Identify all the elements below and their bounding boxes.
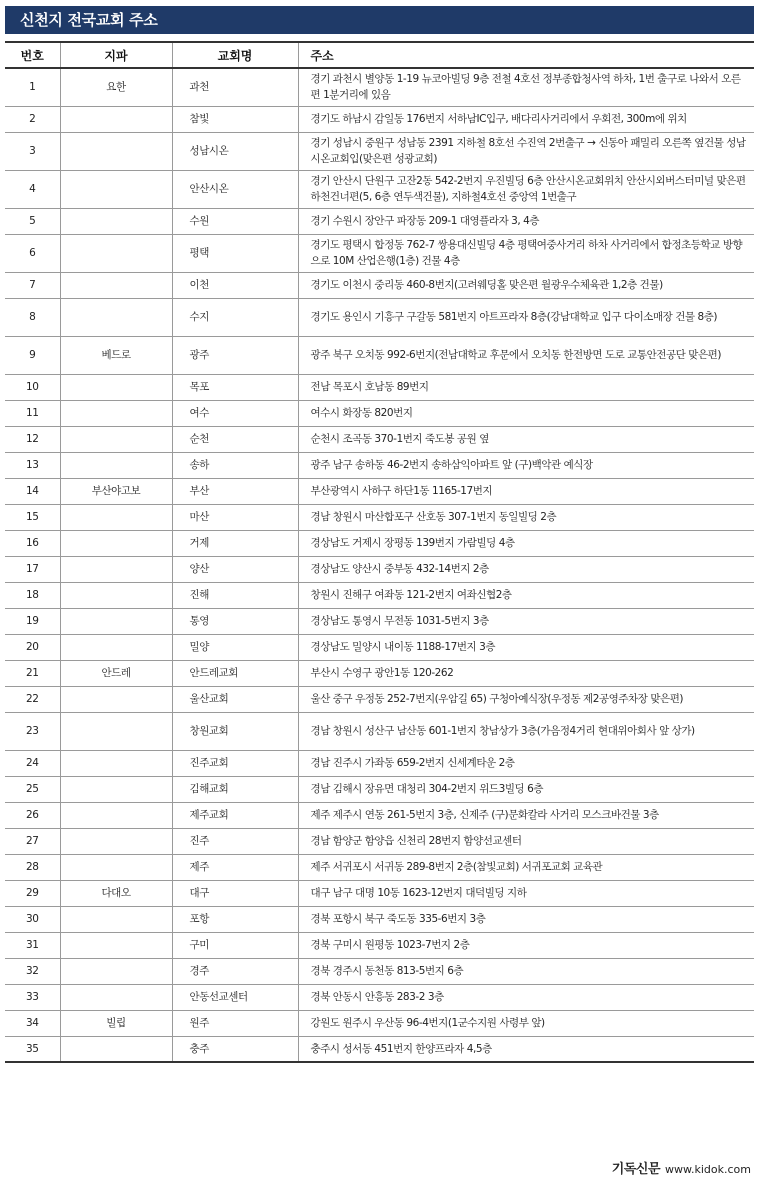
table-row xyxy=(5,660,754,686)
row-address: 경남 창원시 마산합포구 산호동 307-1번지 동일빌딩 2층 xyxy=(298,504,754,530)
row-address: 창원시 진해구 여좌동 121-2번지 여좌신협2층 xyxy=(298,582,754,608)
row-address: 경북 경주시 동천동 813-5번지 6층 xyxy=(298,958,754,984)
row-address: 순천시 조곡동 370-1번지 죽도봉 공원 옆 xyxy=(298,426,754,452)
row-number: 16 xyxy=(5,530,60,556)
row-address: 부산시 수영구 광안1동 120-262 xyxy=(298,660,754,686)
row-church-name: 제주교회 xyxy=(172,802,298,828)
title-bar xyxy=(5,6,754,34)
table-row xyxy=(5,802,754,828)
row-jipa xyxy=(60,1036,172,1062)
row-address: 경남 김해시 장유면 대청리 304-2번지 위드3빌딩 6층 xyxy=(298,776,754,802)
row-church-name: 목포 xyxy=(172,374,298,400)
row-jipa xyxy=(60,452,172,478)
row-jipa xyxy=(60,106,172,132)
row-church-name: 부산 xyxy=(172,478,298,504)
row-number: 14 xyxy=(5,478,60,504)
row-number: 20 xyxy=(5,634,60,660)
row-jipa xyxy=(60,272,172,298)
row-jipa xyxy=(60,504,172,530)
row-number: 15 xyxy=(5,504,60,530)
row-church-name: 순천 xyxy=(172,426,298,452)
row-number: 27 xyxy=(5,828,60,854)
table-row xyxy=(5,234,754,272)
row-address: 경상남도 양산시 중부동 432-14번지 2층 xyxy=(298,556,754,582)
row-address: 경기도 하남시 감일동 176번지 서하남IC입구, 배다리사거리에서 우회전, 300m에 위치 xyxy=(298,106,754,132)
header-address: 주소 xyxy=(298,42,754,68)
row-number: 3 xyxy=(5,132,60,170)
row-address: 경기도 용인시 기흥구 구갈동 581번지 아트프라자 8층(강남대학교 입구 다이소매장 건물 8층) xyxy=(298,298,754,336)
row-address: 여수시 화장동 820번지 xyxy=(298,400,754,426)
row-jipa: 베드로 xyxy=(60,336,172,374)
row-church-name: 평택 xyxy=(172,234,298,272)
row-jipa xyxy=(60,608,172,634)
row-number: 4 xyxy=(5,170,60,208)
row-jipa xyxy=(60,208,172,234)
row-jipa xyxy=(60,828,172,854)
row-church-name: 참빛 xyxy=(172,106,298,132)
row-jipa: 요한 xyxy=(60,68,172,106)
row-jipa xyxy=(60,234,172,272)
row-jipa xyxy=(60,932,172,958)
row-number: 17 xyxy=(5,556,60,582)
row-number: 12 xyxy=(5,426,60,452)
row-church-name: 과천 xyxy=(172,68,298,106)
row-church-name: 안드레교회 xyxy=(172,660,298,686)
row-jipa xyxy=(60,374,172,400)
table-row xyxy=(5,452,754,478)
row-jipa xyxy=(60,958,172,984)
footer-credit xyxy=(612,1158,751,1177)
row-address: 강원도 원주시 우산동 96-4번지(1군수지원 사령부 앞) xyxy=(298,1010,754,1036)
header-row xyxy=(5,42,754,68)
row-church-name: 대구 xyxy=(172,880,298,906)
table-row xyxy=(5,426,754,452)
table-row xyxy=(5,854,754,880)
table-row xyxy=(5,556,754,582)
row-address: 경북 포항시 북구 죽도동 335-6번지 3층 xyxy=(298,906,754,932)
table-row xyxy=(5,958,754,984)
table-row xyxy=(5,298,754,336)
row-church-name: 원주 xyxy=(172,1010,298,1036)
row-church-name: 울산교회 xyxy=(172,686,298,712)
table-row xyxy=(5,1036,754,1062)
row-jipa: 다대오 xyxy=(60,880,172,906)
table-row xyxy=(5,712,754,750)
row-church-name: 여수 xyxy=(172,400,298,426)
row-number: 29 xyxy=(5,880,60,906)
row-number: 24 xyxy=(5,750,60,776)
row-jipa: 부산야고보 xyxy=(60,478,172,504)
row-church-name: 마산 xyxy=(172,504,298,530)
row-church-name: 진주 xyxy=(172,828,298,854)
row-number: 28 xyxy=(5,854,60,880)
row-church-name: 창원교회 xyxy=(172,712,298,750)
row-jipa xyxy=(60,426,172,452)
row-address: 경북 구미시 원평동 1023-7번지 2층 xyxy=(298,932,754,958)
row-jipa xyxy=(60,634,172,660)
row-address: 경남 함양군 함양읍 신천리 28번지 함양선교센터 xyxy=(298,828,754,854)
row-address: 경상남도 밀양시 내이동 1188-17번지 3층 xyxy=(298,634,754,660)
row-jipa xyxy=(60,582,172,608)
row-church-name: 이천 xyxy=(172,272,298,298)
row-jipa xyxy=(60,132,172,170)
row-address: 충주시 성서동 451번지 한양프라자 4,5층 xyxy=(298,1036,754,1062)
table-row xyxy=(5,504,754,530)
table-row xyxy=(5,608,754,634)
row-church-name: 진주교회 xyxy=(172,750,298,776)
row-number: 19 xyxy=(5,608,60,634)
row-church-name: 송하 xyxy=(172,452,298,478)
table-row xyxy=(5,686,754,712)
row-number: 33 xyxy=(5,984,60,1010)
table-row xyxy=(5,208,754,234)
row-church-name: 안산시온 xyxy=(172,170,298,208)
table-row xyxy=(5,1010,754,1036)
table-row xyxy=(5,582,754,608)
row-address: 제주 서귀포시 서귀동 289-8번지 2층(참빛교회) 서귀포교회 교육관 xyxy=(298,854,754,880)
row-address: 경남 진주시 가좌동 659-2번지 신세계타운 2층 xyxy=(298,750,754,776)
row-jipa xyxy=(60,170,172,208)
table-row xyxy=(5,984,754,1010)
table-row xyxy=(5,336,754,374)
table-row xyxy=(5,272,754,298)
table-row xyxy=(5,374,754,400)
row-jipa: 빌립 xyxy=(60,1010,172,1036)
row-address: 경북 안동시 안흥동 283-2 3층 xyxy=(298,984,754,1010)
row-jipa xyxy=(60,400,172,426)
row-number: 8 xyxy=(5,298,60,336)
row-address: 경기도 평택시 합정동 762-7 쌍용대신빌딩 4층 평택여중사거리 하차 사거리에서 합정초등학교 방향으로 10M 산업은행(1층) 건물 4층 xyxy=(298,234,754,272)
row-jipa xyxy=(60,686,172,712)
table-row xyxy=(5,106,754,132)
row-number: 26 xyxy=(5,802,60,828)
footer-brand: 기독신문 xyxy=(611,1162,661,1177)
row-number: 31 xyxy=(5,932,60,958)
row-church-name: 수지 xyxy=(172,298,298,336)
row-address: 부산광역시 사하구 하단1동 1165-17번지 xyxy=(298,478,754,504)
row-church-name: 안동선교센터 xyxy=(172,984,298,1010)
row-jipa xyxy=(60,750,172,776)
table-row xyxy=(5,828,754,854)
row-jipa xyxy=(60,776,172,802)
row-jipa xyxy=(60,556,172,582)
table-row xyxy=(5,906,754,932)
row-jipa xyxy=(60,298,172,336)
row-number: 18 xyxy=(5,582,60,608)
row-address: 광주 북구 오치동 992-6번지(전남대학교 후문에서 오치동 한전방면 도로 교통안전공단 맞은편) xyxy=(298,336,754,374)
row-address: 대구 남구 대명 10동 1623-12번지 대덕빌딩 지하 xyxy=(298,880,754,906)
row-church-name: 수원 xyxy=(172,208,298,234)
row-church-name: 성남시온 xyxy=(172,132,298,170)
row-church-name: 통영 xyxy=(172,608,298,634)
table-row xyxy=(5,68,754,106)
church-address-table xyxy=(5,41,754,1063)
table-row xyxy=(5,478,754,504)
table-row xyxy=(5,400,754,426)
row-address: 경기도 이천시 중리동 460-8번지(고려웨딩홀 맞은편 월광우수체육관 1,2층 건물) xyxy=(298,272,754,298)
row-church-name: 경주 xyxy=(172,958,298,984)
row-jipa xyxy=(60,530,172,556)
row-number: 10 xyxy=(5,374,60,400)
row-jipa xyxy=(60,802,172,828)
row-address: 경기 안산시 단원구 고잔2동 542-2번지 우진빌딩 6층 안산시온교회위치 안산시외버스터미널 맞은편 하천건너편(5, 6층 연두색건물), 지하철4호선 중앙역 1번출구 xyxy=(298,170,754,208)
table-row xyxy=(5,530,754,556)
row-church-name: 충주 xyxy=(172,1036,298,1062)
row-church-name: 광주 xyxy=(172,336,298,374)
row-address: 경남 창원시 성산구 남산동 601-1번지 창남상가 3층(가음정4거리 현대위아회사 앞 상가) xyxy=(298,712,754,750)
row-number: 32 xyxy=(5,958,60,984)
row-number: 9 xyxy=(5,336,60,374)
row-church-name: 구미 xyxy=(172,932,298,958)
row-number: 1 xyxy=(5,68,60,106)
row-number: 11 xyxy=(5,400,60,426)
row-address: 전남 목포시 호남동 89번지 xyxy=(298,374,754,400)
row-church-name: 제주 xyxy=(172,854,298,880)
footer-url: www.kidok.com xyxy=(665,1163,751,1176)
row-number: 7 xyxy=(5,272,60,298)
table-row xyxy=(5,776,754,802)
row-jipa xyxy=(60,854,172,880)
table-row xyxy=(5,932,754,958)
row-church-name: 거제 xyxy=(172,530,298,556)
page-title: 신천지 전국교회 주소 xyxy=(20,11,158,29)
row-church-name: 밀양 xyxy=(172,634,298,660)
row-address: 울산 중구 우정동 252-7번지(우암길 65) 구청아예식장(우정동 제2공영주차장 맞은편) xyxy=(298,686,754,712)
row-number: 30 xyxy=(5,906,60,932)
row-church-name: 양산 xyxy=(172,556,298,582)
table-row xyxy=(5,750,754,776)
header-no: 번호 xyxy=(5,42,60,68)
row-jipa xyxy=(60,906,172,932)
row-jipa xyxy=(60,984,172,1010)
row-number: 2 xyxy=(5,106,60,132)
row-address: 경기 수원시 장안구 파장동 209-1 대영플라자 3, 4층 xyxy=(298,208,754,234)
row-number: 13 xyxy=(5,452,60,478)
row-address: 광주 남구 송하동 46-2번지 송하삼익아파트 앞 (구)백악관 예식장 xyxy=(298,452,754,478)
row-address: 경기 과천시 별양동 1-19 뉴코아빌딩 9층 전철 4호선 정부종합청사역 하차, 1번 출구로 나와서 오른편 1분거리에 있음 xyxy=(298,68,754,106)
row-address: 경상남도 거제시 장평동 139번지 가람빌딩 4층 xyxy=(298,530,754,556)
table-row xyxy=(5,132,754,170)
header-jipa: 지파 xyxy=(60,42,172,68)
row-number: 23 xyxy=(5,712,60,750)
row-jipa xyxy=(60,712,172,750)
row-jipa: 안드레 xyxy=(60,660,172,686)
table-row xyxy=(5,634,754,660)
row-address: 경상남도 통영시 무전동 1031-5번지 3층 xyxy=(298,608,754,634)
table-row xyxy=(5,170,754,208)
row-number: 5 xyxy=(5,208,60,234)
row-number: 25 xyxy=(5,776,60,802)
row-church-name: 포항 xyxy=(172,906,298,932)
row-number: 21 xyxy=(5,660,60,686)
row-number: 35 xyxy=(5,1036,60,1062)
row-address: 경기 성남시 중원구 성남동 2391 지하철 8호선 수진역 2번출구 → 신동아 패밀리 오른쪽 옆건물 성남시온교회입(맞은편 성광교회) xyxy=(298,132,754,170)
row-church-name: 김해교회 xyxy=(172,776,298,802)
row-number: 6 xyxy=(5,234,60,272)
row-number: 34 xyxy=(5,1010,60,1036)
table-row xyxy=(5,880,754,906)
row-church-name: 진해 xyxy=(172,582,298,608)
header-church: 교회명 xyxy=(172,42,298,68)
row-address: 제주 제주시 연동 261-5번지 3층, 신제주 (구)문화칼라 사거리 모스크바건물 3층 xyxy=(298,802,754,828)
row-number: 22 xyxy=(5,686,60,712)
